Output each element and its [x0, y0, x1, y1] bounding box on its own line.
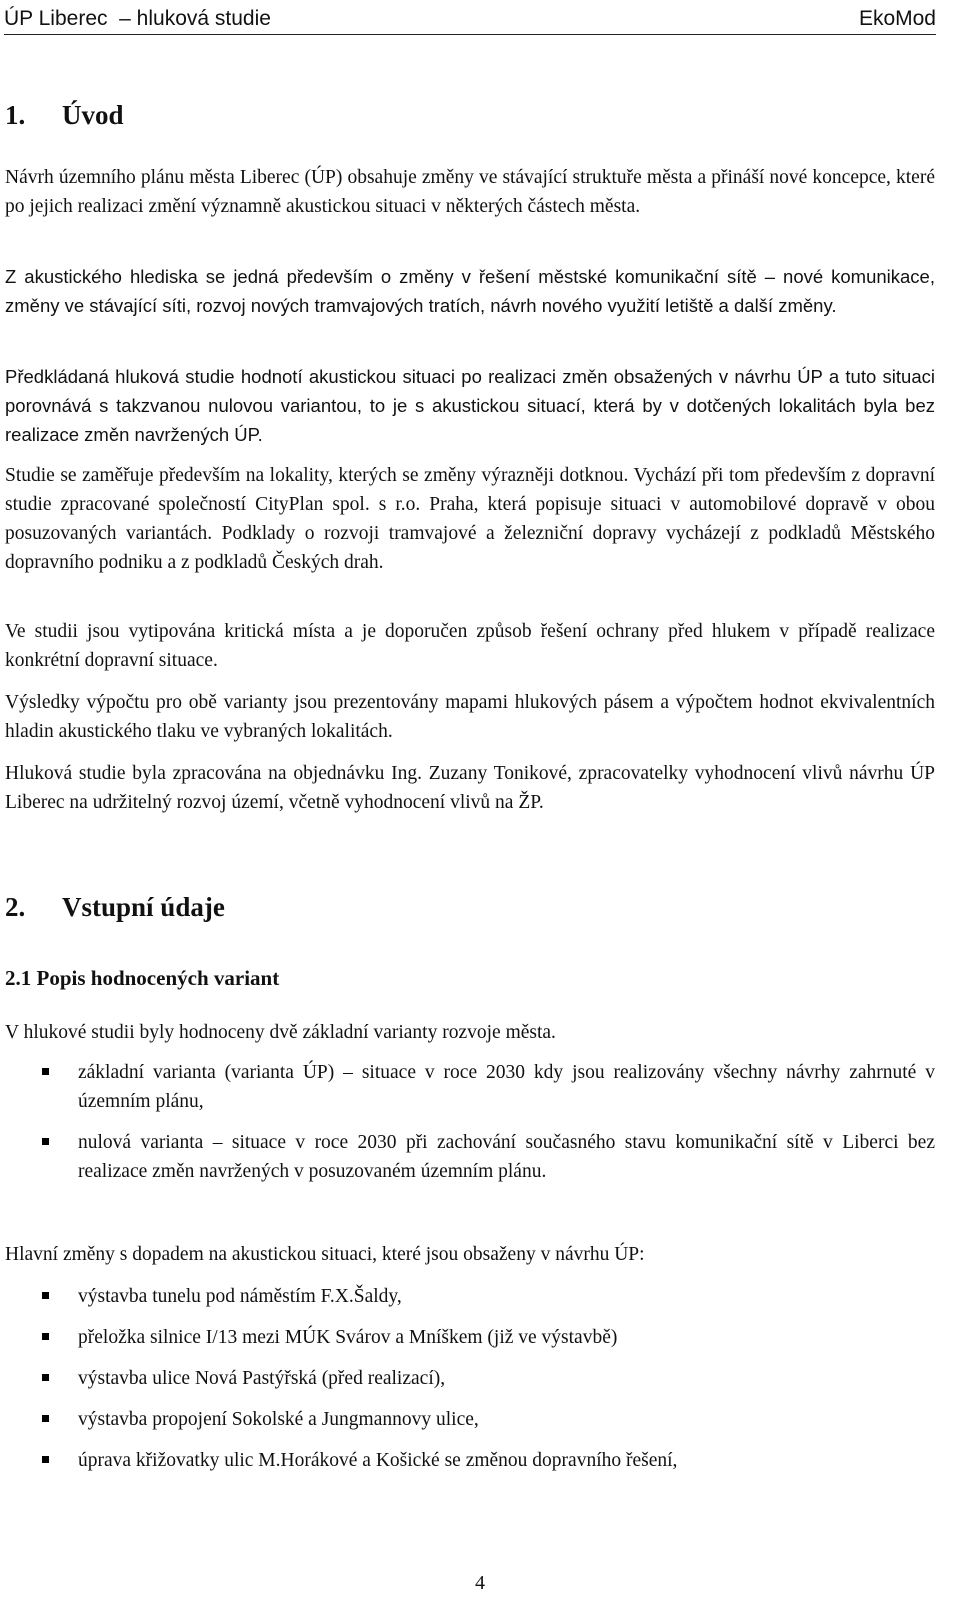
list-item: výstavba tunelu pod náměstím F.X.Šaldy, [5, 1282, 935, 1311]
bullet-square-icon [42, 1456, 49, 1463]
bullet-square-icon [42, 1374, 49, 1381]
header-company: EkoMod [858, 7, 936, 30]
paragraph-results: Výsledky výpočtu pro obě varianty jsou prezentovány mapami hlukových pásem a výpočtem hodnot ekvivalentních hladin akustického tlaku ve vybraných lokalitách. [5, 692, 935, 742]
paragraph-main-changes: Hlavní změny s dopadem na akustickou situaci, které jsou obsaženy v návrhu ÚP: [5, 1244, 645, 1265]
changes-list [5, 1282, 935, 1475]
list-item: výstavba propojení Sokolské a Jungmannovy ulice, [5, 1405, 935, 1434]
paragraph-sources: Studie se zaměřuje především na lokality, kterých se změny výrazněji dotknou. Vychází při tom především z dopravní studie zpracované společností CityPlan spol. s r.o. Praha, která popisuje situaci v automobilové dopravě v obou posuzovaných variantách. Podklady o rozvoji tramvajové a železniční dopravy vycházejí z podkladů Městského dopravního podniku a z podkladů Českých drah. [5, 465, 935, 573]
header-title: ÚP Liberec – hluková studie [4, 7, 271, 30]
bullet-square-icon [42, 1292, 49, 1299]
list-item: úprava křižovatky ulic M.Horákové a Košické se změnou dopravního řešení, [5, 1446, 935, 1475]
subsection-heading-2-1: 2.1 Popis hodnocených variant [5, 966, 280, 990]
section-number: 2. [5, 892, 26, 922]
section-title: Vstupní údaje [62, 892, 225, 922]
bullet-square-icon [42, 1333, 49, 1340]
paragraph-client: Hluková studie byla zpracována na objednávku Ing. Zuzany Tonikové, zpracovatelky vyhodnocení vlivů návrhu ÚP Liberec na udržitelný rozvoj území, včetně vyhodnocení vlivů na ŽP. [5, 763, 935, 813]
bullet-square-icon [42, 1068, 49, 1075]
page-header [4, 4, 936, 35]
list-item: přeložka silnice I/13 mezi MÚK Svárov a Mníškem (již ve výstavbě) [5, 1323, 935, 1352]
paragraph-intro: Návrh územního plánu města Liberec (ÚP) obsahuje změny ve stávající struktuře města a přináší nové koncepce, které po jejich realizaci změní významně akustickou situaci v některých částech města. [5, 167, 935, 217]
list-item: základní varianta (varianta ÚP) – situace v roce 2030 kdy jsou realizovány všechny návrhy zahrnuté v územním plánu, [5, 1058, 935, 1116]
page-number: 4 [475, 1572, 485, 1594]
section-heading-1 [5, 101, 124, 130]
paragraph-variants-intro: V hlukové studii byly hodnoceny dvě základní varianty rozvoje města. [5, 1022, 556, 1043]
section-number: 1. [5, 100, 26, 130]
list-item: výstavba ulice Nová Pastýřská (před realizací), [5, 1364, 935, 1393]
variants-list [5, 1058, 935, 1186]
bullet-square-icon [42, 1415, 49, 1422]
paragraph-study-scope: Předkládaná hluková studie hodnotí akustickou situaci po realizaci změn obsažených v návrhu ÚP a tuto situaci porovnává s takzvanou nulovou variantou, to je s akustickou situací, která by v dotčených lokalitách byla bez realizace změn navržených ÚP. [5, 366, 935, 445]
list-item: nulová varianta – situace v roce 2030 při zachování současného stavu komunikační sítě v Liberci bez realizace změn navržených v posuzovaném územním plánu. [5, 1128, 935, 1186]
paragraph-critical-places: Ve studii jsou vytipována kritická místa a je doporučen způsob řešení ochrany před hlukem v případě realizace konkrétní dopravní situace. [5, 621, 935, 671]
bullet-square-icon [42, 1138, 49, 1145]
section-heading-2 [5, 893, 225, 922]
section-title: Úvod [62, 100, 124, 130]
paragraph-acoustic-aspect: Z akustického hlediska se jedná především o změny v řešení městské komunikační sítě – nové komunikace, změny ve stávající síti, rozvoj nových tramvajových tratích, návrh nového využití letiště a další změny. [5, 266, 935, 316]
